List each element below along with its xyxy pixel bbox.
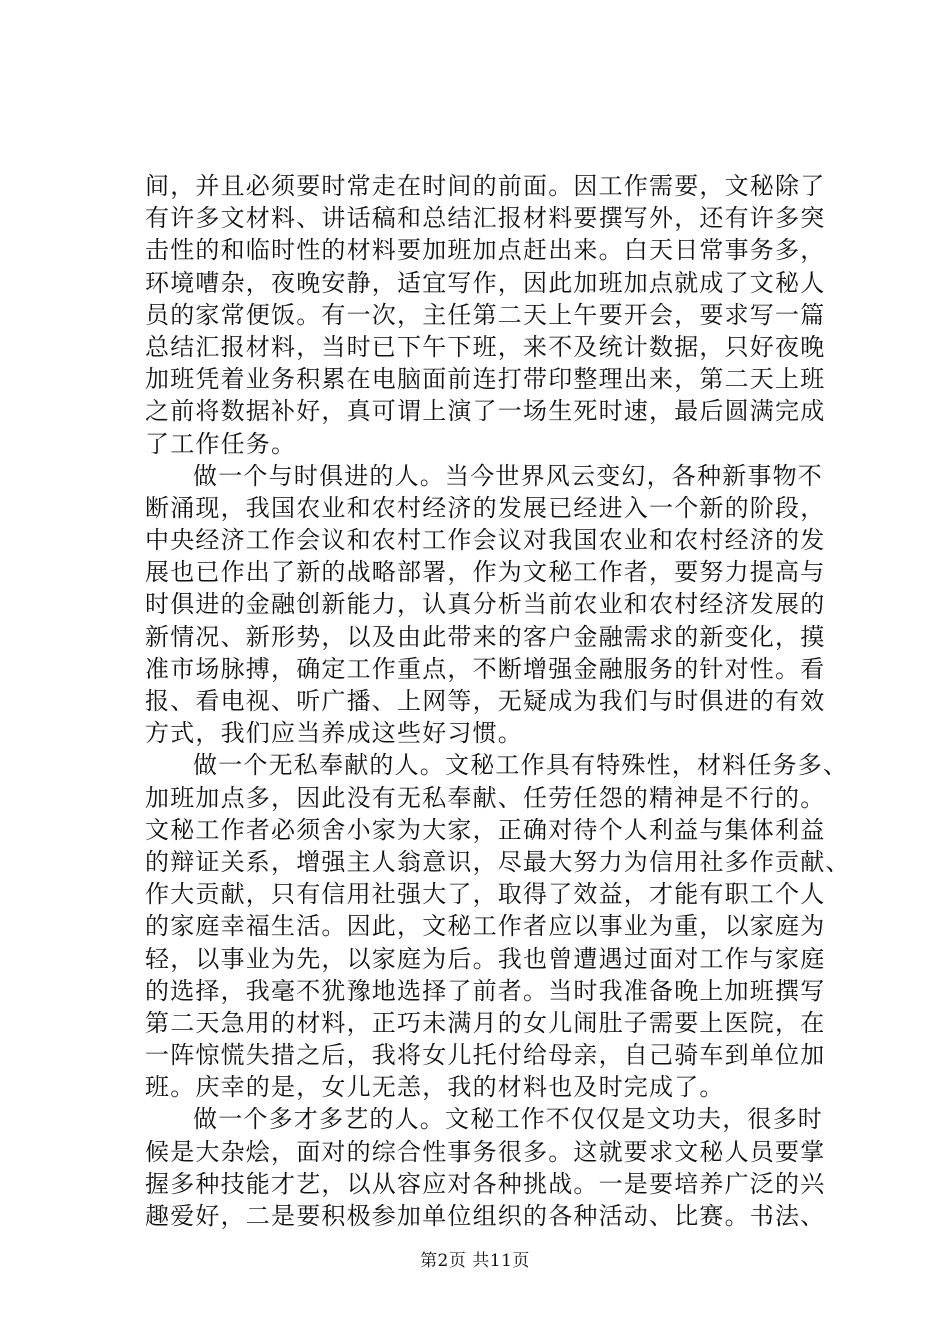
text-line: 做一个与时俱进的人。当今世界风云变幻，各种新事物不 xyxy=(193,461,823,490)
text-line: 加班加点多，因此没有无私奉献、任劳任怨的精神是不行的。 xyxy=(145,783,826,812)
text-line: 总结汇报材料，当时已下午下班，来不及统计数据，只好夜晚 xyxy=(145,332,826,361)
text-line: 加班凭着业务积累在电脑面前连打带印整理出来，第二天上班 xyxy=(145,365,826,394)
text-line: 握多种技能才艺，以从容应对各种挑战。一是要培养广泛的兴 xyxy=(145,1169,826,1198)
text-line: 展也已作出了新的战略部署，作为文秘工作者，要努力提高与 xyxy=(145,558,826,587)
text-line: 时俱进的金融创新能力，认真分析当前农业和农村经济发展的 xyxy=(145,590,826,619)
text-line: 班。庆幸的是，女儿无恙，我的材料也及时完成了。 xyxy=(145,1073,725,1102)
text-line: 之前将数据补好，真可谓上演了一场生死时速，最后圆满完成 xyxy=(145,397,826,426)
text-line: 做一个无私奉献的人。文秘工作具有特殊性，材料任务多、 xyxy=(193,751,849,780)
text-line: 文秘工作者必须舍小家为大家，正确对待个人利益与集体利益 xyxy=(145,815,826,844)
text-line: 击性的和临时性的材料要加班加点赶出来。白天日常事务多， xyxy=(145,236,826,265)
text-line: 间，并且必须要时常走在时间的前面。因工作需要，文秘除了 xyxy=(145,172,826,200)
text-line: 断涌现，我国农业和农村经济的发展已经进入一个新的阶段， xyxy=(145,493,826,522)
page-number-footer: 第2页 共11页 xyxy=(420,1251,530,1271)
text-line: 轻，以事业为先，以家庭为后。我也曾遭遇过面对工作与家庭 xyxy=(145,944,826,973)
paragraph-selfless xyxy=(145,749,851,1103)
text-line: 中央经济工作会议和农村工作会议对我国农业和农村经济的发 xyxy=(145,526,826,555)
paragraph-versatile xyxy=(145,1103,826,1232)
text-line: 的选择，我毫不犹豫地选择了前者。当时我准备晚上加班撰写 xyxy=(145,976,826,1005)
text-line: 作大贡献，只有信用社强大了，取得了效益，才能有职工个人 xyxy=(145,880,826,909)
text-line: 报、看电视、听广播、上网等，无疑成为我们与时俱进的有效 xyxy=(145,687,826,715)
text-line: 方式，我们应当养成这些好习惯。 xyxy=(145,719,523,748)
text-line: 环境嘈杂，夜晚安静，适宜写作，因此加班加点就成了文秘人 xyxy=(145,268,826,297)
text-line: 了工作任务。 xyxy=(145,429,297,458)
text-line: 做一个多才多艺的人。文秘工作不仅仅是文功夫，很多时 xyxy=(193,1105,823,1134)
paragraph-continuation xyxy=(145,170,826,460)
text-line: 候是大杂烩，面对的综合性事务很多。这就要求文秘人员要掌 xyxy=(145,1137,826,1166)
text-line: 准市场脉搏，确定工作重点，不断增强金融服务的针对性。看 xyxy=(145,654,826,683)
text-line: 新情况、新形势，以及由此带来的客户金融需求的新变化，摸 xyxy=(145,622,826,651)
text-line: 第二天急用的材料，正巧未满月的女儿闹肚子需要上医院，在 xyxy=(145,1008,826,1037)
text-line: 员的家常便饭。有一次，主任第二天上午要开会，要求写一篇 xyxy=(145,300,826,329)
document-body xyxy=(145,170,851,1232)
text-line: 一阵惊慌失措之后，我将女儿托付给母亲，自己骑车到单位加 xyxy=(145,1041,826,1070)
text-line: 趣爱好，二是要积极参加单位组织的各种活动、比赛。书法、 xyxy=(145,1202,826,1230)
text-line: 有许多文材料、讲话稿和总结汇报材料要撰写外，还有许多突 xyxy=(145,204,826,233)
paragraph-keep-pace xyxy=(145,460,826,750)
text-line: 的家庭幸福生活。因此，文秘工作者应以事业为重，以家庭为 xyxy=(145,912,826,941)
text-line: 的辩证关系，增强主人翁意识，尽最大努力为信用社多作贡献、 xyxy=(145,847,851,876)
